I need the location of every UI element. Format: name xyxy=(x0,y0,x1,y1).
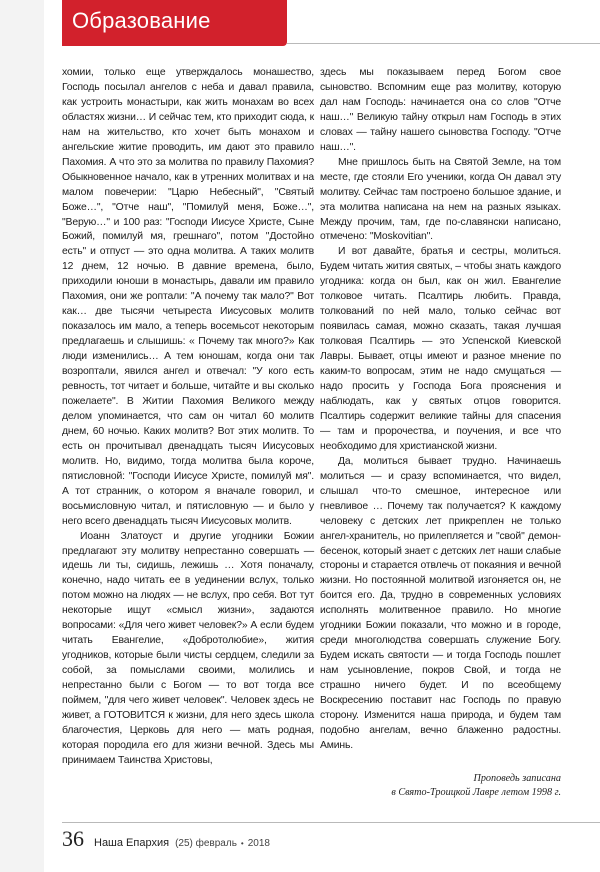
attribution-line: в Свято-Троицкой Лавре летом 1998 г. xyxy=(391,787,561,798)
paragraph: хомии, только еще утверждалось монашество, Господь посылал ангелов с неба и давал правила, как устроить монастыри, как жить монахам во всех областях жизни… И сейчас тем, кто приходит сюда, к нам на жительство, кто хочет быть монахом и ангельские житие проводить, им дают это правило Пахомия. А что это за молитва по правилу Пахомия? Обыкновенное начало, как в утренних молитвах и на малом повечерии: "Царю Небесный", "Святый Боже…", "Отче наш", "Помилуй меня, Боже…", "Верую…" и 100 раз: "Господи Иисусе Христе, Сыне Божий, помилуй мя, грешнаго", потом "Достойно есть" и отпуст — это одна молитва. А таких молитв 12 днем, 12 ночью. В давние времена, было, приходили юноши в монастырь, давали им правило Пахомия, они же роптали: "А почему так мало?" Вот как… две тысячи четыреста Иисусовых молитв показалось им мало, а теперь восемьсот некоторым предлагаешь и слышишь: « Почему так много?» Как люди изменились… А тем юношам, когда они так возроптали, явился ангел и отвечал: "У кого есть ревность, тот читает и больше, читайте и вы сколько пожелаете". В Житии Пахомия Великого между делом упоминается, что сам он читал 60 молитв днем, 60 ночью. Каких молитв? Вот этих молитв. То есть он прочитывал двенадцать тысяч Иисусовых молитв. Но, видимо, тогда молитва была короче, пятисловной: "Господи Иисусе Христе, помилуй мя". А тот странник, о котором я вначале говорил, и восьмисловную читал, и пятисловную — и было у него всего двенадцать тысяч Иисусовых молитв. xyxy=(62,67,314,527)
header-rule xyxy=(287,43,600,44)
section-header xyxy=(62,0,287,46)
footer-rule xyxy=(62,822,600,823)
issue-label: (25) февраль xyxy=(175,838,237,849)
paragraph: Мне пришлось быть на Святой Земле, на том месте, где стояли Его ученики, когда Он давал эту молитву. Сейчас там построено большое здание, и эта молитва написана на нем на разных языках. Между прочим, там, где по-славянски написано, отмечено: "Moskovitian". xyxy=(320,156,561,243)
attribution-line: Проповедь записана xyxy=(473,773,561,784)
journal-name: Наша Епархия xyxy=(94,837,170,849)
separator-dot: • xyxy=(240,839,244,848)
right-column xyxy=(320,66,561,754)
paragraph: Да, молиться бывает трудно. Начинаешь молиться — и сразу вспоминается, что видел, слышал что-то смешное, интересное или гневливое … Почему так получается? К каждому человеку с детских лет прикреплен не только ангел-хранитель, но прилепляется и "свой" демон-бесенок, который знает с детских лет наши слабые стороны и старается отвлечь от покаяния и вечной жизни. Но постоянной молитвой изгоняется он, не боится его. Да, трудно в современных условиях исполнять молитвенное правило. Но многие угодники Божии показали, что можно и в городе, среди многолюдства совершать служение Богу. Будем искать святости — и тогда Господь пошлет нам усыновление, покров Свой, и тогда не страшно ничего будет. И по всеобщему Воскресению поставит нас Господь по правую сторону. Изменится наша природа, и будем там подобно ангелам, вечно блаженно радостны. Аминь. xyxy=(320,455,561,751)
section-title: Образование xyxy=(72,8,211,33)
page-footer xyxy=(62,826,462,852)
page-margin-strip xyxy=(0,0,44,872)
sermon-attribution xyxy=(320,772,561,800)
page-number: 36 xyxy=(62,826,84,851)
left-column xyxy=(62,66,314,769)
paragraph: здесь мы показываем перед Богом свое сыновство. Вспомним еще раз молитву, которую дал нам Господь: начинается она со слов "Отче наш…" Великую тайну открыл нам Господь в этих словах — тайну нашего сыновства Господу. "Отче наш…". xyxy=(320,67,561,153)
issue-year: 2018 xyxy=(247,838,270,849)
paragraph: И вот давайте, братья и сестры, молиться. Будем читать жития святых, – чтобы знать каждого угодника: когда он был, как он жил. Евангелие толковое читать. Псалтирь любить. Правда, толкований по ней мало, только сейчас вот появилась самая, можно сказать, такая лучшая толковая Псалтирь — это Успенской Киевской Лавры. Бывает, отцы имеют и разное мнение по каким-то вопросам, этим не надо смущаться — надо просить у Господа Бога прояснения и наблюдать, как у святых отцов говорится. Псалтирь содержит великие тайны для спасения — там и пророчества, и поучения, и все что необходимо для христианской жизни. xyxy=(320,246,561,452)
paragraph: Иоанн Златоуст и другие угодники Божии предлагают эту молитву непрестанно совершать — идешь ли ты, сидишь, лежишь … Хотя поначалу, конечно, надо читать ее в уединении вслух, только потом можно на людях — не вслух, про себя. Вот тут некоторые ищут «смысл жизни», задаются вопросами: «Для чего живет человек?» А если будем читать Евангелие, «Добротолюбие», жития угодников, которые были чисты сердцем, следили за собой, за помыслами своими, молились и непрестанно были с Богом — то вот тогда все поймем, "для чего живет человек". Человек здесь не живет, а ГОТОВИТСЯ к жизни, для него здесь школа благочестия, Церковь для него — мать родная, которая породила его для жизни вечной. Здесь мы принимаем Таинства Христовы, xyxy=(62,530,314,766)
